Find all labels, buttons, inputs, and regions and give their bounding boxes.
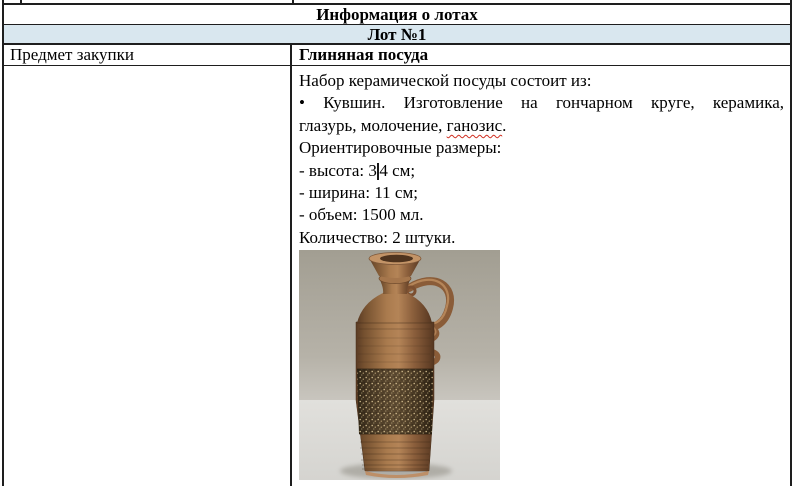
misspelled-word[interactable]: ганозис [446,115,503,135]
width-line[interactable]: - ширина: 11 см; [299,183,418,203]
description-bullet-line-1[interactable]: • Кувшин. Изготовление на гончарном круге, керамика, [299,93,784,113]
cell-divider [20,0,22,3]
subject-label: Предмет закупки [10,45,134,64]
table-header-row[interactable] [4,5,790,25]
subject-value-cell[interactable] [292,45,790,65]
description-bullet-line-2[interactable] [299,115,784,137]
lot-banner-row[interactable] [4,25,790,45]
sizes-label-line[interactable]: Ориентировочные размеры: [299,138,502,158]
column-divider [292,0,294,3]
text-span: 4 см; [379,160,416,180]
subject-label-cell[interactable] [4,45,292,65]
lot-content-row [4,66,790,486]
quantity-line[interactable]: Количество: 2 штуки. [299,227,456,247]
empty-left-cell[interactable] [4,66,292,486]
text-span: - высота: 3 [299,160,377,180]
description-intro-line[interactable]: Набор керамической посуды состоит из: [299,71,592,90]
procurement-lots-table [2,0,792,486]
lot-title: Лот №1 [367,25,427,44]
height-line[interactable] [299,160,784,182]
subject-value: Глиняная посуда [299,45,429,64]
product-photo[interactable] [299,250,500,480]
description-cell[interactable] [292,66,790,486]
clay-jug-illustration [299,250,500,480]
text-span: . [502,115,507,135]
subject-row [4,45,790,66]
volume-line[interactable]: - объем: 1500 мл. [299,205,424,225]
text-span: глазурь, молочение, [299,115,447,135]
header-title: Информация о лотах [316,5,478,24]
